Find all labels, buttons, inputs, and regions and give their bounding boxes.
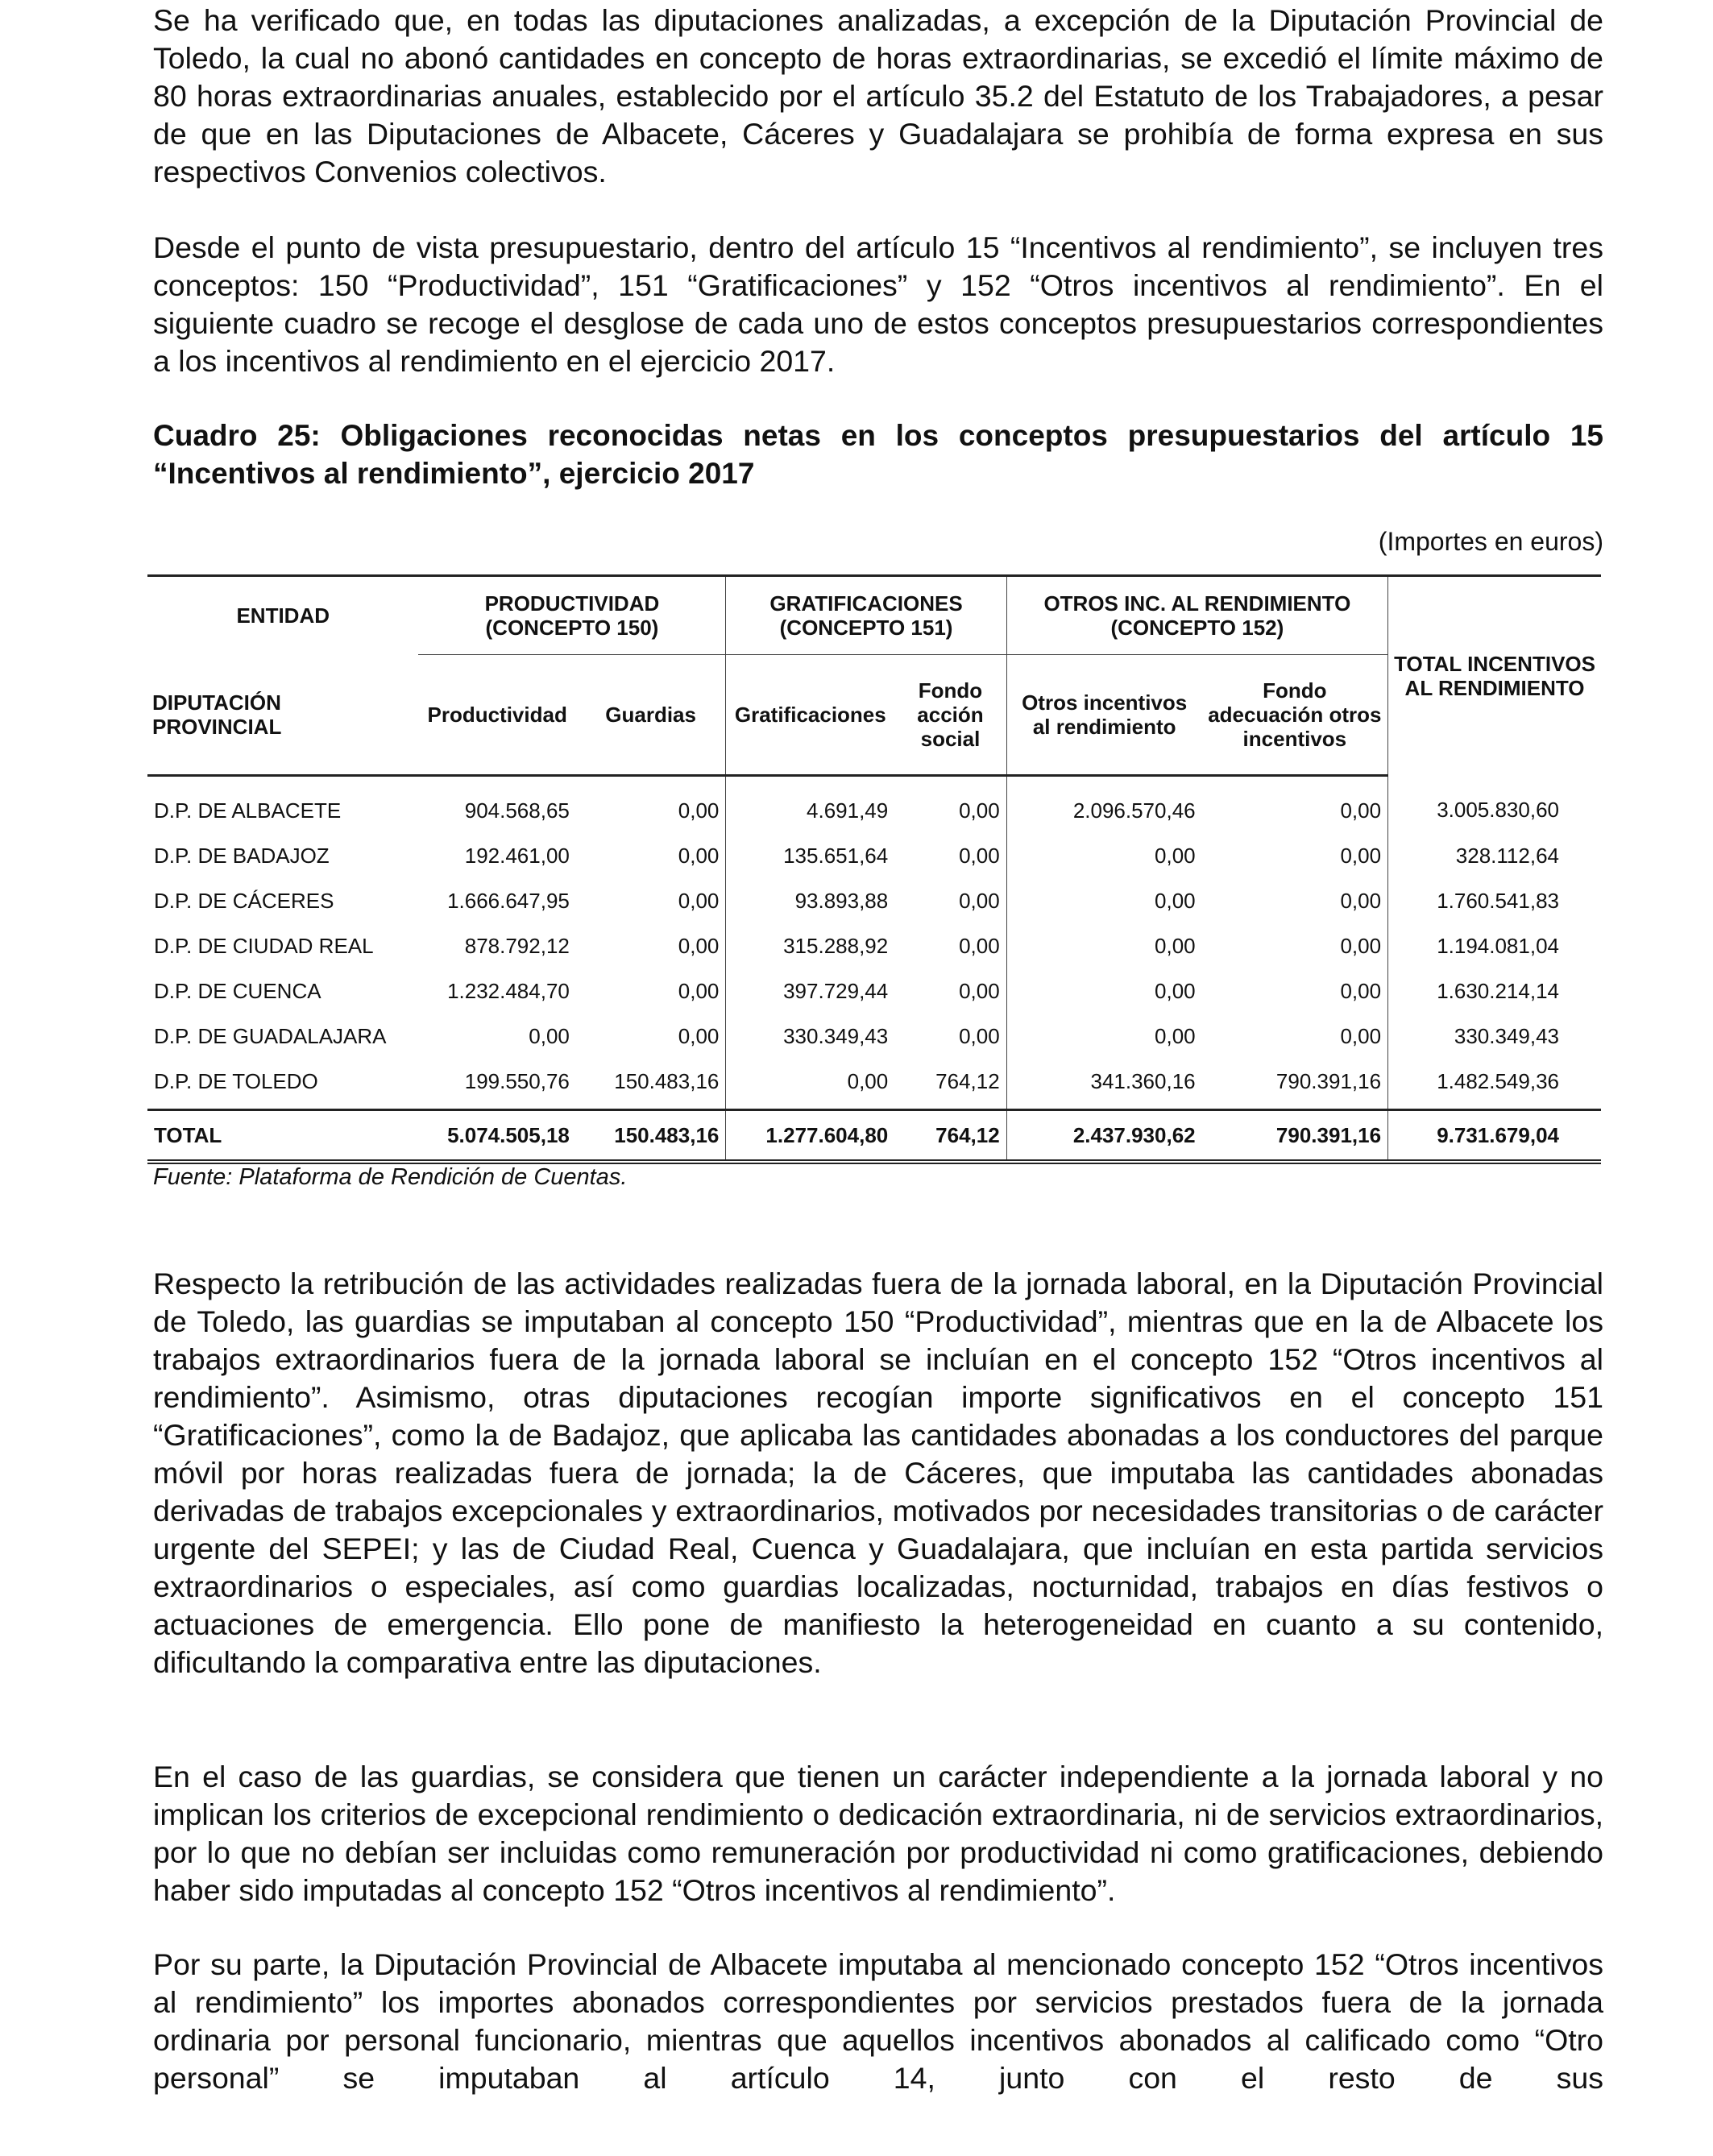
cell-entity-name: D.P. DE BADAJOZ xyxy=(154,844,330,868)
cell-gratificaciones: 330.349,43 xyxy=(783,1024,889,1048)
cell-gratificaciones: 0,00 xyxy=(847,1069,889,1093)
cell-guardias: 0,00 xyxy=(576,833,726,878)
header-group-otros: OTROS INC. AL RENDIMIENTO (CONCEPTO 152) xyxy=(1006,576,1387,655)
table-row xyxy=(147,968,1601,1014)
cell-otros-incentivos: 2.096.570,46 xyxy=(1072,798,1196,823)
cell-otros-incentivos: 341.360,16 xyxy=(1090,1069,1196,1093)
total-otros-incentivos: 2.437.930,62 xyxy=(1006,1110,1201,1163)
cell-fondo-adecuacion: 0,00 xyxy=(1340,844,1382,868)
table-header-row-groups xyxy=(147,576,1601,655)
cell-guardias: 0,00 xyxy=(576,1014,726,1059)
cell-entity-name: D.P. DE GUADALAJARA xyxy=(154,1024,387,1048)
header-group-productividad: PRODUCTIVIDAD (CONCEPTO 150) xyxy=(418,576,725,655)
table-source: Fuente: Plataforma de Rendición de Cuentas. xyxy=(153,1164,628,1190)
cell-total-incentivos: 1.194.081,04 xyxy=(1388,923,1601,968)
total-label: TOTAL xyxy=(147,1110,418,1163)
header-entidad: ENTIDAD xyxy=(147,576,418,655)
header-group-gratificaciones: GRATIFICACIONES (CONCEPTO 151) xyxy=(726,576,1006,655)
total-incentivos: 9.731.679,04 xyxy=(1388,1110,1601,1163)
cell-otros-incentivos: 0,00 xyxy=(1155,1024,1196,1048)
cell-productividad: 192.461,00 xyxy=(464,844,570,868)
total-productividad: 5.074.505,18 xyxy=(418,1110,575,1163)
cell-guardias: 0,00 xyxy=(576,878,726,923)
cell-fondo-adecuacion: 0,00 xyxy=(1340,889,1382,913)
header-otros-incentivos: Otros incentivos al rendimiento xyxy=(1006,655,1201,776)
cell-total-incentivos: 1.482.549,36 xyxy=(1388,1059,1601,1110)
table-row xyxy=(147,878,1601,923)
header-gratificaciones: Gratificaciones xyxy=(726,655,894,776)
cell-entity-name: D.P. DE CIUDAD REAL xyxy=(154,934,374,958)
header-productividad: Productividad xyxy=(418,655,575,776)
cell-entity-name: D.P. DE ALBACETE xyxy=(154,798,342,823)
table-caption: Cuadro 25: Obligaciones reconocidas netas en los conceptos presupuestarios del artículo 15 “Incentivos al rendimiento”, ejercicio 2017 xyxy=(153,419,1603,490)
total-gratificaciones: 1.277.604,80 xyxy=(726,1110,894,1163)
paragraph-guardias: En el caso de las guardias, se considera que tienen un carácter independiente a la jornada laboral y no implican los criterios de excepcional rendimiento o dedicación extraordinaria, ni de servicios extraordinarios, por lo que no debían ser incluidas como remuneración por productividad ni como gratificaciones, debiendo haber sido imputadas al concepto 152 “Otros incentivos al rendimiento”. xyxy=(153,1760,1603,1907)
header-diputacion: DIPUTACIÓN PROVINCIAL xyxy=(147,655,418,776)
total-fondo-accion-social: 764,12 xyxy=(894,1110,1006,1163)
paragraph-overtime: Se ha verificado que, en todas las diputaciones analizadas, a excepción de la Diputación Provincial de Toledo, la cual no abonó cantidades en concepto de horas extraordinarias, se excedió el límite máximo de 80 horas extraordinarias anuales, establecido por el artículo 35.2 del Estatuto de los Trabajadores, a pesar de que en las Diputaciones de Albacete, Cáceres y Guadalajara se prohibía de forma expresa en sus respectivos Convenios colectivos. xyxy=(153,3,1603,189)
total-fondo-adecuacion: 790.391,16 xyxy=(1202,1110,1388,1163)
cell-guardias: 0,00 xyxy=(576,923,726,968)
cell-otros-incentivos: 0,00 xyxy=(1155,844,1196,868)
table-total-row xyxy=(147,1110,1601,1163)
cell-otros-incentivos: 0,00 xyxy=(1155,889,1196,913)
cell-productividad: 0,00 xyxy=(529,1024,570,1048)
paragraph-retribucion: Respecto la retribución de las actividades realizadas fuera de la jornada laboral, en la Diputación Provincial de Toledo, las guardias se imputaban al concepto 150 “Productividad”, mientras que en la de Albacete los trabajos extraordinarios fuera de la jornada laboral se incluían en el concepto 152 “Otros incentivos al rendimiento”. Asimismo, otras diputaciones recogían importe significativos en el concepto 151 “Gratificaciones”, como la de Badajoz, que aplicaba las cantidades abonadas a los conductores del parque móvil por horas realizadas fuera de jornada; la de Cáceres, que imputaba las cantidades abonadas derivadas de trabajos excepcionales y extraordinarios, motivados por necesidades transitorias o de carácter urgente del SEPEI; y las de Ciudad Real, Cuenca y Guadalajara, que incluían en esta partida servicios extraordinarios o especiales, así como guardias localizadas, nocturnidad, trabajos en días festivos o actuaciones de emergencia. Ello pone de manifiesto la heterogeneidad en cuanto a su contenido, dificultando la comparativa entre las diputaciones. xyxy=(153,1267,1603,1679)
table-row xyxy=(147,776,1601,834)
cell-entity-name: D.P. DE TOLEDO xyxy=(154,1069,318,1093)
cell-productividad: 878.792,12 xyxy=(464,934,570,958)
cell-fondo-accion-social: 0,00 xyxy=(894,776,1006,834)
header-guardias: Guardias xyxy=(576,655,726,776)
cell-productividad: 199.550,76 xyxy=(464,1069,570,1093)
units-note: (Importes en euros) xyxy=(1378,527,1603,556)
cell-guardias: 0,00 xyxy=(576,776,726,834)
cell-total-incentivos: 330.349,43 xyxy=(1388,1014,1601,1059)
incentives-table xyxy=(147,574,1601,1164)
cell-productividad: 1.232.484,70 xyxy=(447,979,570,1003)
paragraph-budget-concepts: Desde el punto de vista presupuestario, dentro del artículo 15 “Incentivos al rendimiento”, se incluyen tres conceptos: 150 “Productividad”, 151 “Gratificaciones” y 152 “Otros incentivos al rendimiento”. En el siguiente cuadro se recoge el desglose de cada uno de estos conceptos presupuestarios correspondientes a los incentivos al rendimiento en el ejercicio 2017. xyxy=(153,230,1603,378)
cell-gratificaciones: 315.288,92 xyxy=(783,934,889,958)
cell-productividad: 904.568,65 xyxy=(464,798,570,823)
cell-guardias: 150.483,16 xyxy=(576,1059,726,1110)
cell-fondo-adecuacion: 0,00 xyxy=(1340,798,1382,823)
cell-gratificaciones: 397.729,44 xyxy=(783,979,889,1003)
header-fondo-accion-social: Fondo acción social xyxy=(894,655,1006,776)
table-body xyxy=(147,776,1601,1110)
header-fondo-adecuacion: Fondo adecuación otros incentivos xyxy=(1202,655,1388,776)
cell-entity-name: D.P. DE CUENCA xyxy=(154,979,321,1003)
cell-total-incentivos: 1.630.214,14 xyxy=(1388,968,1601,1014)
table-row xyxy=(147,1059,1601,1110)
incentives-table-wrapper xyxy=(153,574,1601,1164)
paragraph-albacete: Por su parte, la Diputación Provincial de Albacete imputaba al mencionado concepto 152 “Otros incentivos al rendimiento” los importes abonados correspondientes por servicios prestados fuera de la jornada ordinaria por personal funcionario, mientras que aquellos incentivos abonados al calificado como “Otro personal” se imputaban al artículo 14, junto con el resto de sus xyxy=(153,1947,1603,2095)
cell-fondo-accion-social: 0,00 xyxy=(894,833,1006,878)
cell-fondo-adecuacion: 0,00 xyxy=(1340,934,1382,958)
cell-otros-incentivos: 0,00 xyxy=(1155,934,1196,958)
cell-productividad: 1.666.647,95 xyxy=(447,889,570,913)
table-row xyxy=(147,1014,1601,1059)
cell-total-incentivos: 328.112,64 xyxy=(1388,833,1601,878)
cell-total-incentivos: 3.005.830,60 xyxy=(1388,776,1601,834)
cell-fondo-adecuacion: 790.391,16 xyxy=(1275,1069,1382,1093)
cell-fondo-adecuacion: 0,00 xyxy=(1340,979,1382,1003)
cell-total-incentivos: 1.760.541,83 xyxy=(1388,878,1601,923)
cell-gratificaciones: 4.691,49 xyxy=(807,798,889,823)
table-row xyxy=(147,833,1601,878)
cell-fondo-accion-social: 0,00 xyxy=(894,923,1006,968)
cell-fondo-accion-social: 0,00 xyxy=(894,1014,1006,1059)
cell-fondo-accion-social: 0,00 xyxy=(894,968,1006,1014)
total-guardias: 150.483,16 xyxy=(576,1110,726,1163)
table-header-row-sub xyxy=(147,655,1601,776)
table-row xyxy=(147,923,1601,968)
cell-gratificaciones: 93.893,88 xyxy=(794,889,889,913)
cell-gratificaciones: 135.651,64 xyxy=(783,844,889,868)
cell-guardias: 0,00 xyxy=(576,968,726,1014)
cell-otros-incentivos: 0,00 xyxy=(1155,979,1196,1003)
cell-fondo-adecuacion: 0,00 xyxy=(1340,1024,1382,1048)
cell-fondo-accion-social: 0,00 xyxy=(894,878,1006,923)
cell-entity-name: D.P. DE CÁCERES xyxy=(154,889,334,913)
header-total: TOTAL INCENTIVOS AL RENDIMIENTO xyxy=(1388,576,1601,776)
cell-fondo-accion-social: 764,12 xyxy=(894,1059,1006,1110)
